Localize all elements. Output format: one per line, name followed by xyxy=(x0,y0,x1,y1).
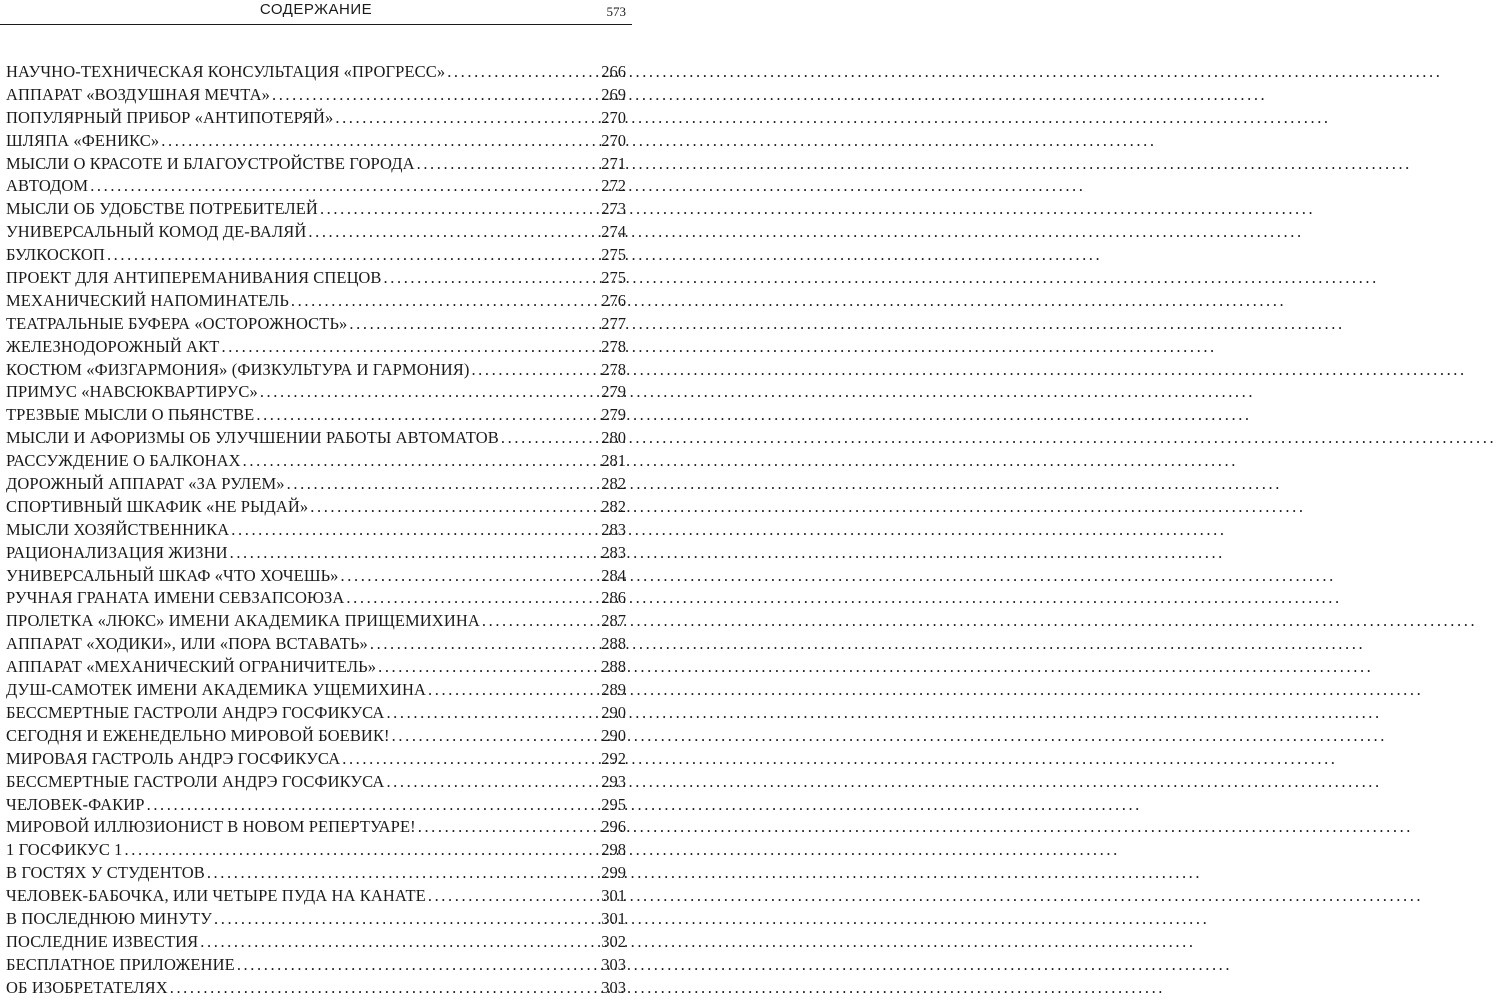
toc-dot-leader xyxy=(370,633,599,656)
toc-dot-leader xyxy=(342,748,599,771)
toc-dot-leader xyxy=(384,267,600,290)
toc-dot-leader xyxy=(207,862,599,885)
toc-entry-title: АВТОДОМ xyxy=(6,176,89,196)
toc-entry-page-number: 301 xyxy=(601,908,626,928)
toc-dot-leader xyxy=(417,153,600,176)
toc-entry[interactable] xyxy=(6,221,626,244)
toc-entry-page-number: 284 xyxy=(601,565,626,585)
toc-entry-title: СЕГОДНЯ И ЕЖЕНЕДЕЛЬНО МИРОВОЙ БОЕВИК! xyxy=(6,725,390,745)
toc-entry-title: ШЛЯПА «ФЕНИКС» xyxy=(6,130,160,150)
toc-entry-page-number: 303 xyxy=(601,954,626,974)
toc-entry[interactable] xyxy=(6,519,626,542)
header-rule xyxy=(0,24,632,25)
toc-entry[interactable] xyxy=(6,931,626,954)
toc-entry-title: УНИВЕРСАЛЬНЫЙ КОМОД ДЕ-ВАЛЯЙ xyxy=(6,222,307,242)
toc-entry[interactable] xyxy=(6,725,626,748)
toc-entry[interactable] xyxy=(6,587,626,610)
toc-dot-leader xyxy=(170,977,600,1000)
toc-entry-title: БЕССМЕРТНЫЕ ГАСТРОЛИ АНДРЭ ГОСФИКУСА xyxy=(6,771,385,791)
running-header xyxy=(0,0,632,27)
toc-entry[interactable] xyxy=(6,359,626,382)
toc-entry-title: В ГОСТЯХ У СТУДЕНТОВ xyxy=(6,863,205,883)
toc-dot-leader xyxy=(428,679,599,702)
toc-entry[interactable] xyxy=(6,794,626,817)
toc-dot-leader xyxy=(349,313,599,336)
toc-dot-leader xyxy=(125,839,600,862)
toc-entry[interactable] xyxy=(6,473,626,496)
toc-dot-leader xyxy=(501,427,599,450)
toc-entry-title: АППАРАТ «МЕХАНИЧЕСКИЙ ОГРАНИЧИТЕЛЬ» xyxy=(6,657,377,677)
toc-entry-title: НАУЧНО-ТЕХНИЧЕСКАЯ КОНСУЛЬТАЦИЯ «ПРОГРЕСС» xyxy=(6,62,446,81)
toc-entry-title: МЫСЛИ ХОЗЯЙСТВЕННИКА xyxy=(6,519,230,539)
toc-entry-title: ДУШ-САМОТЕК ИМЕНИ АКАДЕМИКА УЩЕМИХИНА xyxy=(6,680,427,700)
toc-entry[interactable] xyxy=(6,862,626,885)
toc-entry-title: АППАРАТ «ХОДИКИ», ИЛИ «ПОРА ВСТАВАТЬ» xyxy=(6,634,368,654)
toc-entry-page-number: 283 xyxy=(601,542,626,562)
toc-entry-page-number: 266 xyxy=(601,62,626,81)
toc-entry[interactable] xyxy=(6,679,626,702)
toc-entry[interactable] xyxy=(6,381,626,404)
toc-entry[interactable] xyxy=(6,565,626,588)
toc-entry-page-number: 270 xyxy=(601,107,626,127)
toc-dot-leader xyxy=(386,771,599,794)
toc-entry[interactable] xyxy=(6,954,626,977)
toc-dot-leader xyxy=(256,404,599,427)
header-title: СОДЕРЖАНИЕ xyxy=(259,1,373,18)
toc-entry-page-number: 276 xyxy=(601,290,626,310)
toc-dot-leader xyxy=(418,816,600,839)
toc-entry-page-number: 275 xyxy=(601,245,626,265)
toc-entry-title: РУЧНАЯ ГРАНАТА ИМЕНИ СЕВЗАПСОЮЗА xyxy=(6,588,345,608)
toc-entry-title: ПРИМУС «НАВСЮКВАРТИРУС» xyxy=(6,382,258,402)
toc-entry-page-number: 295 xyxy=(601,794,626,814)
toc-entry-page-number: 289 xyxy=(601,680,626,700)
toc-entry[interactable] xyxy=(6,702,626,725)
toc-entry-title: МИРОВОЙ ИЛЛЮЗИОНИСТ В НОВОМ РЕПЕРТУАРЕ! xyxy=(6,817,416,837)
toc-dot-leader xyxy=(392,725,600,748)
toc-entry-title: ТРЕЗВЫЕ МЫСЛИ О ПЬЯНСТВЕ xyxy=(6,405,255,425)
toc-entry-page-number: 279 xyxy=(601,382,626,402)
toc-entry-title: В ПОСЛЕДНЮЮ МИНУТУ xyxy=(6,908,212,928)
toc-entry-page-number: 273 xyxy=(601,199,626,219)
toc-dot-leader xyxy=(161,130,599,153)
toc-entry[interactable] xyxy=(6,908,626,931)
toc-entry-title: РАССУЖДЕНИЕ О БАЛКОНАХ xyxy=(6,451,241,471)
toc-entry-title: ЧЕЛОВЕК-ФАКИР xyxy=(6,794,145,814)
toc-entry-page-number: 279 xyxy=(601,405,626,425)
toc-dot-leader xyxy=(221,336,599,359)
toc-dot-leader xyxy=(320,198,599,221)
header-page-number: 573 xyxy=(606,4,626,19)
toc-dot-leader xyxy=(482,610,599,633)
toc-entry-page-number: 290 xyxy=(601,702,626,722)
toc-dot-leader xyxy=(287,473,600,496)
toc-entry-title: РАЦИОНАЛИЗАЦИЯ ЖИЗНИ xyxy=(6,542,228,562)
toc-entry-title: АППАРАТ «ВОЗДУШНАЯ МЕЧТА» xyxy=(6,84,270,104)
toc-entry-page-number: 299 xyxy=(601,863,626,883)
toc-entry-page-number: 287 xyxy=(601,611,626,631)
toc-entry-page-number: 277 xyxy=(601,313,626,333)
toc-entry-page-number: 293 xyxy=(601,771,626,791)
toc-entry-title: ОБ ИЗОБРЕТАТЕЛЯХ xyxy=(6,977,168,997)
toc-entry[interactable] xyxy=(6,610,626,633)
toc-dot-leader xyxy=(90,175,599,198)
toc-entry-title: ТЕАТРАЛЬНЫЕ БУФЕРА «ОСТОРОЖНОСТЬ» xyxy=(6,313,348,333)
toc-dot-leader xyxy=(214,908,599,931)
toc-entry-page-number: 278 xyxy=(601,336,626,356)
toc-entry[interactable] xyxy=(6,427,626,450)
toc-entry[interactable] xyxy=(6,404,626,427)
toc-entry[interactable] xyxy=(6,84,626,107)
toc-entry[interactable] xyxy=(6,153,626,176)
toc-entry-page-number: 301 xyxy=(601,886,626,906)
toc-dot-leader xyxy=(243,450,600,473)
toc-entry-page-number: 282 xyxy=(601,496,626,516)
toc-entry-page-number: 274 xyxy=(601,222,626,242)
toc-entry[interactable] xyxy=(6,542,626,565)
toc-entry[interactable] xyxy=(6,633,626,656)
toc-entry[interactable] xyxy=(6,267,626,290)
toc-entry[interactable] xyxy=(6,175,626,198)
toc-dot-leader xyxy=(308,221,599,244)
toc-entry[interactable] xyxy=(6,130,626,153)
table-of-contents xyxy=(6,61,626,1000)
toc-entry-title: БУЛКОСКОП xyxy=(6,245,105,265)
toc-dot-leader xyxy=(291,290,599,313)
toc-dot-leader xyxy=(147,794,600,817)
toc-entry[interactable] xyxy=(6,198,626,221)
toc-dot-leader xyxy=(260,381,599,404)
toc-entry-title: МЕХАНИЧЕСКИЙ НАПОМИНАТЕЛЬ xyxy=(6,290,289,310)
toc-dot-leader xyxy=(335,107,599,130)
toc-entry-page-number: 298 xyxy=(601,840,626,860)
toc-entry-page-number: 272 xyxy=(601,176,626,196)
toc-dot-leader xyxy=(272,84,599,107)
toc-entry-page-number: 282 xyxy=(601,474,626,494)
toc-dot-leader xyxy=(310,496,599,519)
toc-entry-page-number: 275 xyxy=(601,268,626,288)
toc-dot-leader xyxy=(237,954,599,977)
toc-entry[interactable] xyxy=(6,336,626,359)
toc-entry-title: 1 ГОСФИКУС 1 xyxy=(6,840,123,860)
toc-entry[interactable] xyxy=(6,290,626,313)
toc-entry-page-number: 288 xyxy=(601,657,626,677)
toc-entry[interactable] xyxy=(6,61,626,84)
toc-entry-page-number: 288 xyxy=(601,634,626,654)
toc-entry-page-number: 271 xyxy=(601,153,626,173)
toc-dot-leader xyxy=(471,359,599,382)
toc-dot-leader xyxy=(346,587,599,610)
toc-entry-title: ДОРОЖНЫЙ АППАРАТ «ЗА РУЛЕМ» xyxy=(6,474,285,494)
toc-entry-page-number: 296 xyxy=(601,817,626,837)
toc-entry[interactable] xyxy=(6,244,626,267)
toc-entry[interactable] xyxy=(6,496,626,519)
toc-entry-page-number: 303 xyxy=(601,977,626,997)
toc-entry-page-number: 302 xyxy=(601,931,626,951)
toc-entry-title: БЕСПЛАТНОЕ ПРИЛОЖЕНИЕ xyxy=(6,954,235,974)
toc-entry[interactable] xyxy=(6,656,626,679)
toc-entry-title: МИРОВАЯ ГАСТРОЛЬ АНДРЭ ГОСФИКУСА xyxy=(6,748,341,768)
toc-entry[interactable] xyxy=(6,839,626,862)
toc-entry-title: УНИВЕРСАЛЬНЫЙ ШКАФ «ЧТО ХОЧЕШЬ» xyxy=(6,565,339,585)
toc-entry-title: ПОСЛЕДНИЕ ИЗВЕСТИЯ xyxy=(6,931,199,951)
toc-entry-page-number: 292 xyxy=(601,748,626,768)
toc-entry[interactable] xyxy=(6,816,626,839)
toc-dot-leader xyxy=(428,885,599,908)
toc-entry[interactable] xyxy=(6,771,626,794)
toc-dot-leader xyxy=(230,542,600,565)
toc-entry[interactable] xyxy=(6,748,626,771)
toc-entry-page-number: 269 xyxy=(601,84,626,104)
toc-dot-leader xyxy=(386,702,599,725)
toc-entry-title: СПОРТИВНЫЙ ШКАФИК «НЕ РЫДАЙ» xyxy=(6,496,309,516)
toc-entry[interactable] xyxy=(6,977,626,1000)
toc-entry-title: ПОПУЛЯРНЫЙ ПРИБОР «АНТИПОТЕРЯЙ» xyxy=(6,107,334,127)
toc-entry-page-number: 281 xyxy=(601,451,626,471)
toc-dot-leader xyxy=(107,244,599,267)
toc-dot-leader xyxy=(341,565,600,588)
toc-entry-page-number: 290 xyxy=(601,725,626,745)
toc-entry-page-number: 270 xyxy=(601,130,626,150)
toc-entry[interactable] xyxy=(6,885,626,908)
toc-entry-title: ЖЕЛЕЗНОДОРОЖНЫЙ АКТ xyxy=(6,336,220,356)
toc-entry-title: ЧЕЛОВЕК-БАБОЧКА, ИЛИ ЧЕТЫРЕ ПУДА НА КАНАТЕ xyxy=(6,886,426,906)
toc-entry-title: БЕССМЕРТНЫЕ ГАСТРОЛИ АНДРЭ ГОСФИКУСА xyxy=(6,702,385,722)
toc-entry[interactable] xyxy=(6,450,626,473)
toc-dot-leader xyxy=(378,656,599,679)
toc-entry-title: ПРОЕКТ ДЛЯ АНТИПЕРЕМАНИВАНИЯ СПЕЦОВ xyxy=(6,268,382,288)
toc-entry-page-number: 280 xyxy=(601,428,626,448)
toc-dot-leader xyxy=(200,931,599,954)
toc-entry-title: МЫСЛИ О КРАСОТЕ И БЛАГОУСТРОЙСТВЕ ГОРОДА xyxy=(6,153,415,173)
toc-entry[interactable] xyxy=(6,313,626,336)
toc-entry-title: МЫСЛИ ОБ УДОБСТВЕ ПОТРЕБИТЕЛЕЙ xyxy=(6,199,318,219)
toc-entry-title: КОСТЮМ «ФИЗГАРМОНИЯ» (ФИЗКУЛЬТУРА И ГАРМОНИЯ) xyxy=(6,359,470,379)
toc-entry-page-number: 283 xyxy=(601,519,626,539)
toc-dot-leader xyxy=(231,519,599,542)
toc-entry-page-number: 278 xyxy=(601,359,626,379)
toc-dot-leader xyxy=(447,61,599,84)
toc-entry-page-number: 286 xyxy=(601,588,626,608)
toc-entry[interactable] xyxy=(6,107,626,130)
toc-entry-title: ПРОЛЕТКА «ЛЮКС» ИМЕНИ АКАДЕМИКА ПРИЩЕМИХИНА xyxy=(6,611,480,631)
toc-entry-title: МЫСЛИ И АФОРИЗМЫ ОБ УЛУЧШЕНИИ РАБОТЫ АВТОМАТОВ xyxy=(6,428,499,448)
